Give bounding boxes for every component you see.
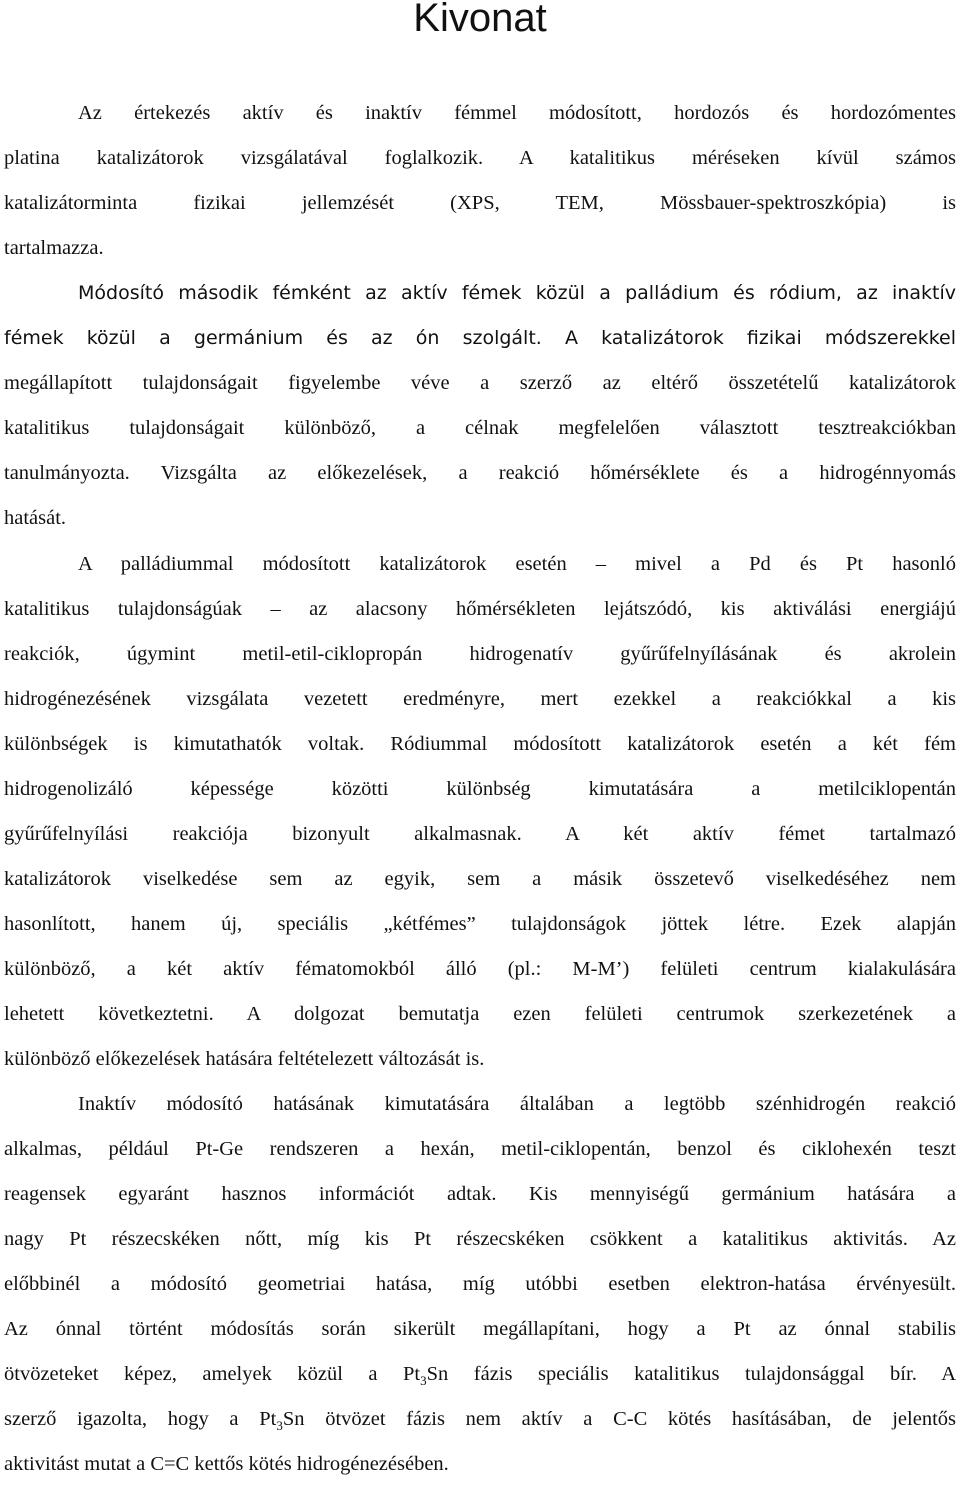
text-line: különböző, a két aktív fématomokból álló (pl.: M-M’) felületi centrum kialakulására (4, 958, 956, 980)
text-line-subscript: szerző igazolta, hogy a $Pt_3Sn$ ötvözet fázis nem aktív a C-C kötés hasításában, de jelentős (4, 1408, 957, 1434)
text-line: hidrogénezésének vizsgálata vezetett eredményre, mert ezekkel a reakciókkal a kis (4, 688, 956, 710)
text-line: hatását. (4, 507, 67, 529)
paragraph-1 (4, 91, 956, 271)
text-line: tartalmazza. (4, 237, 104, 259)
text-line: alkalmas, például Pt-Ge rendszeren a hexán, metil-ciklopentán, benzol és ciklohexén teszt (4, 1138, 956, 1160)
text-line: gyűrűfelnyílási reakciója bizonyult alkalmasnak. A két aktív fémet tartalmazó (4, 823, 956, 845)
text-line: különbségek is kimutathatók voltak. Ródiummal módosított katalizátorok esetén a két fém (4, 733, 956, 755)
text-line: hasonlított, hanem új, speciális „kétfémes” tulajdonságok jöttek létre. Ezek alapján (4, 913, 956, 935)
paragraph-3 (4, 542, 956, 1082)
text-line: Módosító második fémként az aktív fémek közül a palládium és ródium, az inaktív (78, 282, 956, 304)
text-line: lehetett következtetni. A dolgozat bemutatja ezen felületi centrumok szerkezetének a (4, 1003, 956, 1025)
page-title: Kivonat (413, 0, 547, 40)
text-line: Az értekezés aktív és inaktív fémmel módosított, hordozós és hordozómentes (78, 102, 956, 124)
paragraph-4 (4, 1082, 956, 1487)
text-line: platina katalizátorok vizsgálatával foglalkozik. A katalitikus méréseken kívül számos (4, 147, 956, 169)
text-line: előbbinél a módosító geometriai hatása, míg utóbbi esetben elektron-hatása érvényesült. (4, 1273, 956, 1295)
text-line: különböző előkezelések hatására feltételezett változását is. (4, 1048, 485, 1070)
text-line: nagy Pt részecskéken nőtt, míg kis Pt részecskéken csökkent a katalitikus aktivitás. Az (4, 1228, 956, 1250)
text-line: katalitikus tulajdonságúak – az alacsony hőmérsékleten lejátszódó, kis aktiválási energiájú (4, 598, 956, 620)
text-line-subscript: ötvözeteket képez, amelyek közül a $Pt_3Sn$ fázis speciális katalitikus tulajdonsággal bír. A (4, 1363, 956, 1389)
text-line: reagensek egyaránt hasznos információt adtak. Kis mennyiségű germánium hatására a (4, 1183, 956, 1205)
text-line: reakciók, úgymint metil-etil-ciklopropán hidrogenatív gyűrűfelnyílásának és akrolein (4, 643, 956, 665)
text-line: A palládiummal módosított katalizátorok esetén – mivel a Pd és Pt hasonló (78, 553, 956, 575)
text-line: katalizátorok viselkedése sem az egyik, sem a másik összetevő viselkedéséhez nem (4, 868, 956, 890)
text-line: aktivitást mutat a C=C kettős kötés hidrogénezésében. (4, 1453, 449, 1475)
text-line: tanulmányozta. Vizsgálta az előkezelések, a reakció hőmérséklete és a hidrogénnyomás (4, 462, 956, 484)
text-line: Inaktív módosító hatásának kimutatására általában a legtöbb szénhidrogén reakció (78, 1093, 956, 1115)
text-line: hidrogenolizáló képessége közötti különbség kimutatására a metilciklopentán (4, 778, 956, 800)
text-line: megállapított tulajdonságait figyelembe véve a szerző az eltérő összetételű katalizátorok (4, 372, 956, 394)
text-line: Az ónnal történt módosítás során sikerült megállapítani, hogy a Pt az ónnal stabilis (4, 1318, 956, 1340)
text-line: katalitikus tulajdonságait különböző, a célnak megfelelően választott tesztreakciókban (4, 417, 956, 439)
paragraph-2 (4, 271, 956, 541)
text-line: katalizátorminta fizikai jellemzését (XPS, TEM, Mössbauer-spektroszkópia) is (4, 192, 956, 214)
text-line: fémek közül a germánium és az ón szolgált. A katalizátorok fizikai módszerekkel (4, 327, 956, 349)
